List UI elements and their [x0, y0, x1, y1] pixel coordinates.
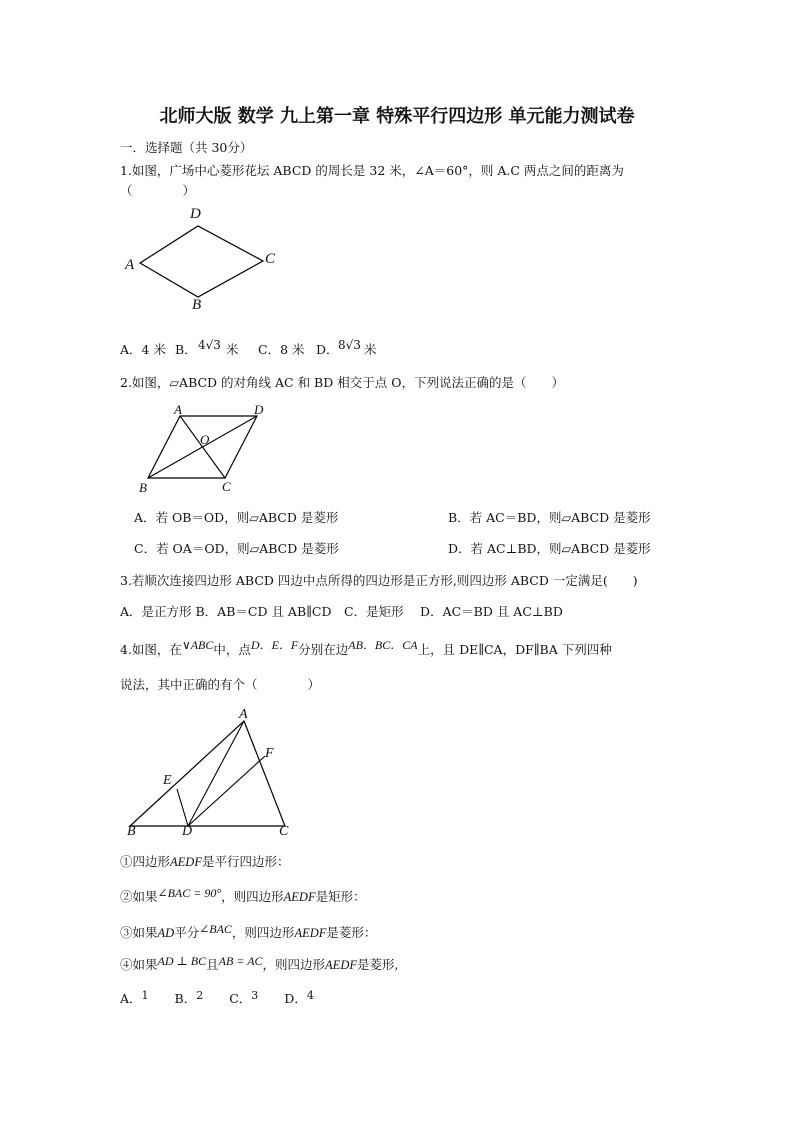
- segment-de: [177, 789, 188, 826]
- q4-option-c-value: 3: [251, 989, 259, 1002]
- q2-option-a: A．若 OB＝OD，则▱ABCD 是菱形: [134, 510, 339, 525]
- q2-label-a: A: [174, 402, 182, 417]
- q4-s3-math2: ∠BAC: [199, 922, 232, 936]
- q2-label-o: O: [200, 432, 210, 447]
- q4-s3-post: 是菱形：: [326, 925, 377, 940]
- q1-rhombus-figure: [118, 205, 288, 315]
- q2-option-c: C．若 OA＝OD，则▱ABCD 是菱形: [134, 541, 339, 556]
- rhombus-shape: [140, 226, 263, 297]
- q4-s3-math3: AEDF: [294, 926, 327, 940]
- q4-label-c: C: [279, 824, 289, 839]
- q2-stem: 2.如图，▱ABCD 的对角线 AC 和 BD 相交于点 O，下列说法正确的是（ ）: [120, 375, 564, 390]
- q4-s4-mid2: ，则四边形: [262, 957, 326, 972]
- q3-stem: 3.若顺次连接四边形 ABCD 四边中点所得的四边形是正方形,则四边形 ABCD 一定满足( ): [120, 573, 638, 588]
- q4-statement-2: [120, 886, 366, 905]
- section-heading: 一．选择题（共 30分）: [120, 140, 253, 155]
- q1-label-a: A: [125, 257, 135, 273]
- q2-label-d: D: [254, 402, 264, 417]
- q1-option-b-unit: 米: [226, 342, 239, 357]
- page-title: 北师大版 数学 九上第一章 特殊平行四边形 单元能力测试卷: [159, 106, 635, 127]
- q1-label-b: B: [192, 297, 202, 313]
- q4-s4-math2: AB = AC: [218, 954, 263, 968]
- q4-option-a-value: 1: [141, 989, 149, 1002]
- q4-option-b: B．: [174, 991, 197, 1006]
- q4-stem-line2: 说法，其中正确的有个（ ）: [120, 677, 321, 692]
- q4-statement-3: [120, 922, 377, 941]
- q4-option-b-value: 2: [196, 989, 204, 1002]
- q1-option-d-unit: 米: [364, 342, 377, 357]
- q1-label-c: C: [265, 251, 276, 267]
- q4-label-b: B: [127, 824, 136, 839]
- q4-s4-math3: AEDF: [325, 958, 357, 972]
- q4-label-a: A: [239, 707, 248, 722]
- q4-s4-mid: 且: [206, 957, 219, 972]
- q1-option-b-math: 4√3: [198, 338, 221, 352]
- q4-s2-math: ∠BAC = 90°: [157, 886, 222, 900]
- q1-option-b-prefix: B．: [175, 342, 197, 357]
- triangle-abc: [130, 721, 285, 826]
- q4-points: D．E．F: [250, 638, 299, 652]
- q4-sides: AB．BC．CA: [348, 638, 418, 652]
- q2-label-c: C: [222, 479, 231, 494]
- q4-s3-mid: 平分: [174, 925, 200, 940]
- q2-label-b: B: [139, 480, 147, 495]
- q4-option-a: A．: [120, 991, 142, 1006]
- q4-statement-1: [120, 854, 289, 870]
- q4-s3-mid2: ，则四边形: [231, 925, 295, 940]
- q4-triangle-figure: [115, 705, 305, 840]
- q4-option-d: D．: [284, 991, 307, 1006]
- q4-label-d: D: [182, 824, 193, 839]
- q4-s3-pre: ③如果: [120, 925, 158, 940]
- segment-df: [188, 756, 265, 826]
- q4-stem-part3: 分别在边: [298, 642, 349, 657]
- q1-option-d-prefix: D．: [316, 342, 339, 357]
- q4-label-e: E: [163, 773, 172, 788]
- q4-s3-math: AD: [157, 926, 175, 940]
- q4-s2-pre: ②如果: [120, 889, 158, 904]
- q4-s4-post: 是菱形,: [356, 957, 399, 972]
- q4-s1-pre: ①四边形: [120, 854, 171, 869]
- q4-option-c: C．: [229, 991, 252, 1006]
- q4-options: [120, 991, 314, 1008]
- q3-options: A．是正方形 B．AB＝CD 且 AB∥CD C．是矩形 D．AC＝BD 且 AC⊥BD: [120, 604, 563, 619]
- q4-s4-pre: ④如果: [120, 957, 158, 972]
- q4-s1-post: 是平行四边形：: [201, 854, 290, 869]
- q2-option-d: D．若 AC⊥BD，则▱ABCD 是菱形: [448, 541, 651, 556]
- segment-ad: [188, 721, 244, 826]
- q4-stem-part2: 中，点: [213, 642, 251, 657]
- q4-stem-part1: 4.如图，在: [120, 642, 182, 657]
- q4-option-d-value: 4: [306, 989, 314, 1002]
- q4-stem-line1: [120, 638, 612, 658]
- q1-stem: 1.如图，广场中心菱形花坛 ABCD 的周长是 32 米，∠A＝60°，则 A.C 两点之间的距离为: [120, 163, 624, 178]
- q2-option-b: B．若 AC＝BD，则▱ABCD 是菱形: [448, 510, 651, 525]
- q1-option-a: A．4 米: [120, 342, 166, 357]
- q4-s2-mid: ，则四边形: [221, 889, 284, 904]
- q1-option-d-math: 8√3: [338, 338, 361, 352]
- q4-triangle: ∨ABC: [181, 638, 214, 652]
- q4-s1-math: AEDF: [170, 855, 202, 869]
- q4-statement-4: [120, 954, 399, 973]
- q1-label-d: D: [190, 206, 201, 222]
- q1-blank: （ ）: [120, 183, 196, 198]
- q1-option-c: C．8 米: [258, 342, 305, 357]
- q4-s4-math: AD ⊥ BC: [157, 954, 207, 968]
- q4-stem-part4: 上，且 DE∥CA，DF∥BA 下列四种: [417, 642, 612, 657]
- q4-label-f: F: [265, 746, 274, 761]
- q4-s2-math2: AEDF: [283, 890, 316, 904]
- q4-s2-post: 是矩形：: [315, 889, 366, 904]
